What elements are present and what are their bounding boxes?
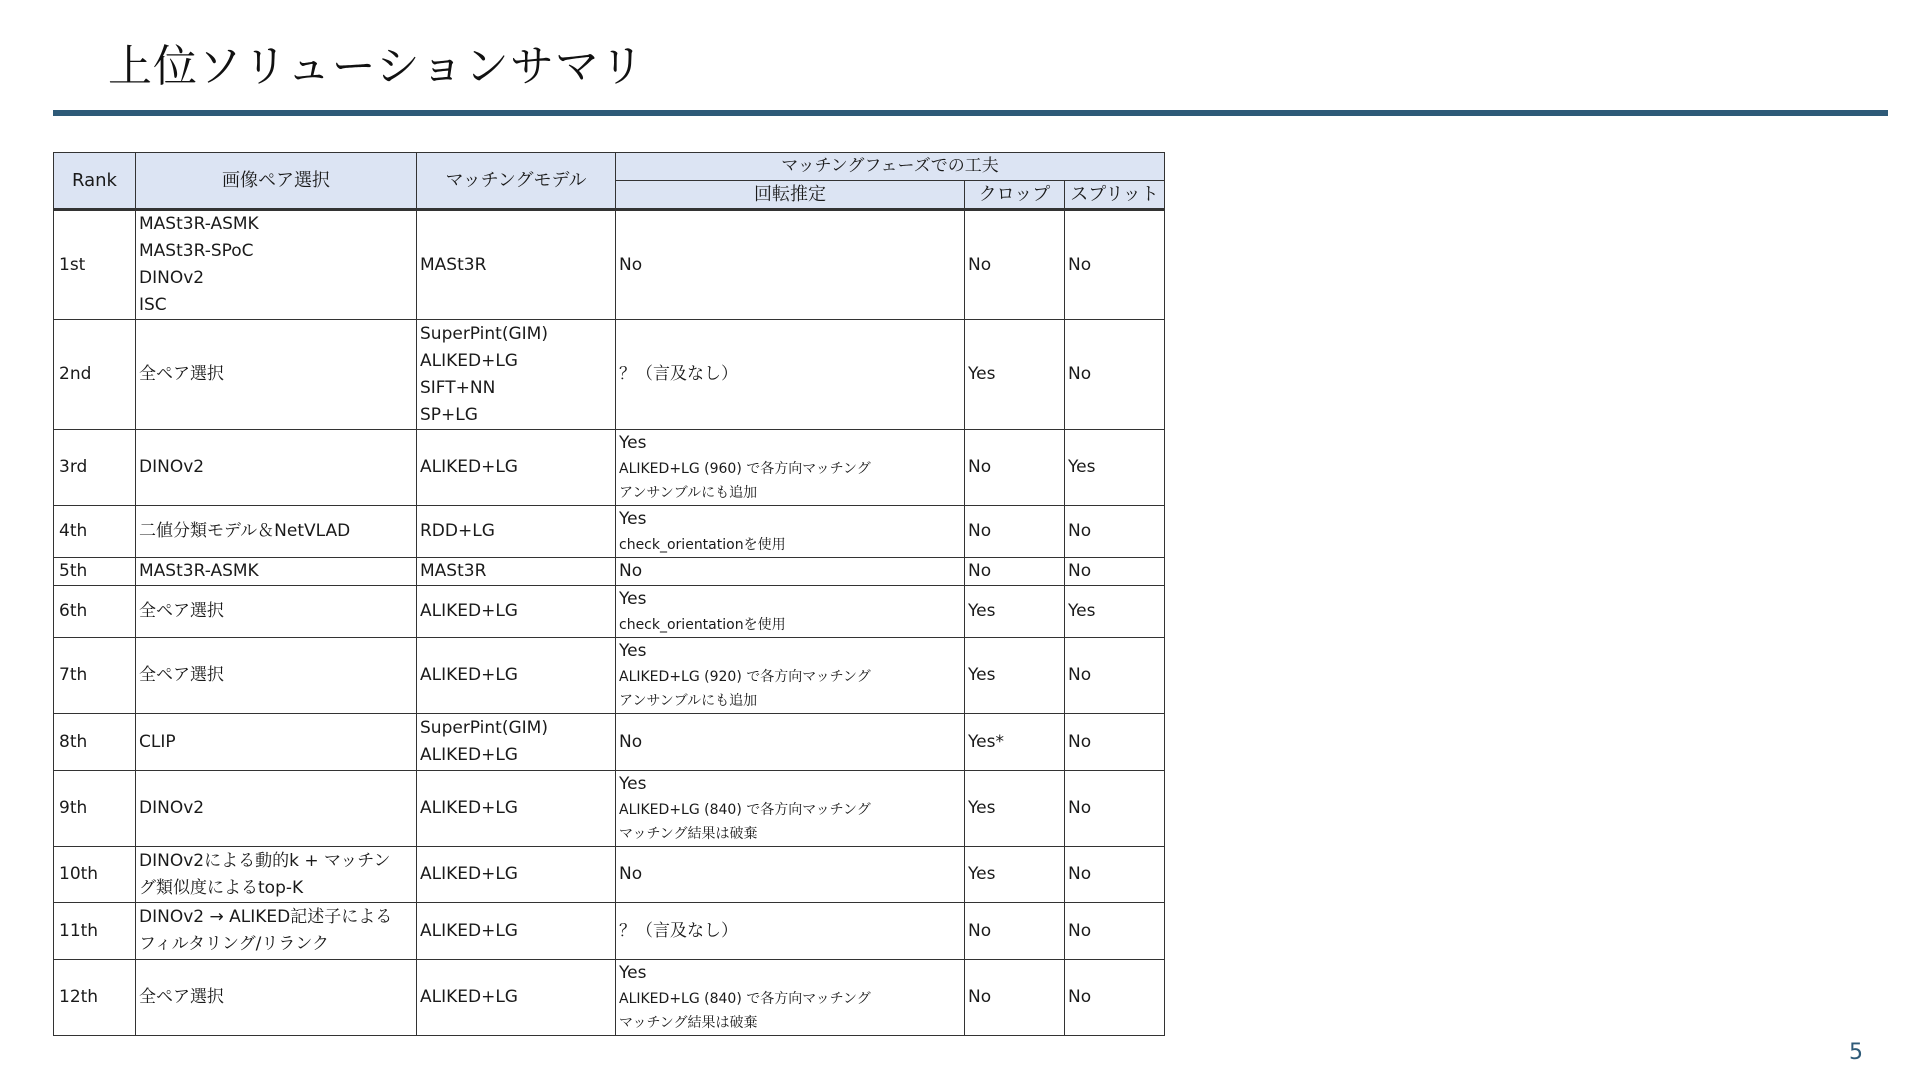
- rotation-cell: [616, 586, 965, 638]
- rotation-cell: [616, 320, 965, 430]
- pair-selection-cell: [136, 320, 417, 430]
- rank-label: 5th: [59, 561, 88, 581]
- rotation-cell: [616, 210, 965, 320]
- rotation-cell: [616, 714, 965, 771]
- rotation-note: ALIKED+LG (840) で各方向マッチング: [619, 802, 871, 818]
- matching-model-cell: [417, 960, 616, 1036]
- rotation-note: check_orientationを使用: [619, 537, 786, 553]
- title-divider: [53, 110, 1888, 116]
- table-row: [54, 430, 1165, 506]
- split-cell: No: [1065, 558, 1165, 586]
- crop-cell: No: [965, 506, 1065, 558]
- rotation-value: Yes: [619, 774, 647, 794]
- table-row: [54, 558, 1165, 586]
- pair-selection-cell: [136, 771, 417, 847]
- table-row: [54, 847, 1165, 903]
- rotation-note: マッチング結果は破棄: [619, 1015, 758, 1031]
- pair-selection-line: DINOv2 → ALIKED記述子による: [139, 907, 393, 927]
- rotation-note: ALIKED+LG (960) で各方向マッチング: [619, 461, 871, 477]
- matching-model-cell: [417, 771, 616, 847]
- pair-selection-line: MASt3R-ASMK: [139, 214, 259, 234]
- matching-model-cell: [417, 320, 616, 430]
- table-row: [54, 320, 1165, 430]
- rank-label: 2nd: [59, 364, 92, 384]
- crop-cell: Yes: [965, 847, 1065, 903]
- matching-model-cell: [417, 714, 616, 771]
- matching-model-cell: [417, 210, 616, 320]
- split-cell: No: [1065, 714, 1165, 771]
- rotation-value: No: [619, 731, 643, 752]
- rank-cell: [54, 506, 136, 558]
- matching-model-line: ALIKED+LG: [420, 745, 518, 765]
- pair-selection-cell: [136, 558, 417, 586]
- page-number: 5: [1849, 1040, 1863, 1065]
- summary-table-container: [53, 152, 1165, 1036]
- pair-selection-cell: [136, 210, 417, 320]
- rank-cell: [54, 960, 136, 1036]
- pair-selection-cell: [136, 430, 417, 506]
- crop-cell: Yes: [965, 320, 1065, 430]
- header-matching-phase: マッチングフェーズでの工夫: [616, 153, 1165, 181]
- table-row: [54, 960, 1165, 1036]
- crop-cell: No: [965, 430, 1065, 506]
- split-cell: Yes: [1065, 430, 1165, 506]
- rank-cell: [54, 847, 136, 903]
- rotation-value: Yes: [619, 509, 647, 529]
- matching-model-line: MASt3R: [420, 561, 487, 581]
- pair-selection-line: 全ペア選択: [139, 665, 224, 685]
- matching-model-cell: [417, 586, 616, 638]
- rank-label: 11th: [59, 920, 99, 941]
- table-row: [54, 586, 1165, 638]
- rotation-note: check_orientationを使用: [619, 617, 786, 633]
- matching-model-line: ALIKED+LG: [420, 665, 518, 685]
- pair-selection-cell: [136, 714, 417, 771]
- matching-model-cell: [417, 430, 616, 506]
- split-cell: No: [1065, 847, 1165, 903]
- rotation-cell: [616, 903, 965, 960]
- pair-selection-line: 全ペア選択: [139, 987, 224, 1007]
- rotation-value: Yes: [619, 433, 647, 453]
- crop-cell: Yes: [965, 771, 1065, 847]
- table-row: [54, 638, 1165, 714]
- pair-selection-cell: [136, 847, 417, 903]
- rotation-value: Yes: [619, 641, 647, 661]
- table-row: [54, 903, 1165, 960]
- rank-cell: [54, 586, 136, 638]
- rank-cell: [54, 903, 136, 960]
- pair-selection-line: グ類似度によるtop-K: [139, 877, 304, 898]
- matching-model-line: ALIKED+LG: [420, 864, 518, 884]
- matching-model-cell: [417, 558, 616, 586]
- matching-model-line: MASt3R: [420, 254, 487, 275]
- rank-label: 1st: [59, 254, 86, 275]
- split-cell: No: [1065, 210, 1165, 320]
- rank-label: 7th: [59, 665, 88, 685]
- matching-model-cell: [417, 638, 616, 714]
- matching-model-cell: [417, 506, 616, 558]
- pair-selection-cell: [136, 506, 417, 558]
- table-row: [54, 714, 1165, 771]
- pair-selection-cell: [136, 638, 417, 714]
- pair-selection-line: CLIP: [139, 731, 176, 752]
- rotation-value: Yes: [619, 963, 647, 983]
- rotation-cell: [616, 638, 965, 714]
- header-row-1: [54, 153, 1165, 181]
- rank-cell: [54, 320, 136, 430]
- rotation-cell: [616, 430, 965, 506]
- matching-model-cell: [417, 903, 616, 960]
- table-body: [54, 210, 1165, 1036]
- matching-model-line: SP+LG: [420, 404, 478, 425]
- header-split: スプリット: [1065, 181, 1165, 210]
- pair-selection-line: DINOv2: [139, 457, 205, 477]
- rank-cell: [54, 714, 136, 771]
- header-rank: Rank: [54, 153, 136, 210]
- matching-model-line: ALIKED+LG: [420, 798, 518, 818]
- rank-cell: [54, 771, 136, 847]
- crop-cell: Yes: [965, 638, 1065, 714]
- table-row: [54, 210, 1165, 320]
- rotation-note: マッチング結果は破棄: [619, 826, 758, 842]
- pair-selection-cell: [136, 903, 417, 960]
- matching-model-cell: [417, 847, 616, 903]
- header-pair-selection: 画像ペア選択: [136, 153, 417, 210]
- rotation-cell: [616, 960, 965, 1036]
- split-cell: No: [1065, 771, 1165, 847]
- pair-selection-line: 二値分類モデル＆NetVLAD: [139, 521, 351, 541]
- crop-cell: No: [965, 903, 1065, 960]
- table-row: [54, 771, 1165, 847]
- rotation-value: No: [619, 254, 643, 275]
- split-cell: No: [1065, 903, 1165, 960]
- matching-model-line: ALIKED+LG: [420, 601, 518, 621]
- matching-model-line: ALIKED+LG: [420, 457, 518, 477]
- rotation-value: Yes: [619, 589, 647, 609]
- matching-model-line: SuperPint(GIM): [420, 323, 548, 344]
- rotation-note: アンサンブルにも追加: [619, 485, 758, 501]
- rotation-cell: [616, 771, 965, 847]
- pair-selection-line: ISC: [139, 295, 167, 315]
- rank-label: 6th: [59, 601, 88, 621]
- pair-selection-line: フィルタリング/リランク: [139, 934, 330, 954]
- rank-label: 3rd: [59, 457, 88, 477]
- rank-label: 4th: [59, 521, 88, 541]
- rotation-value: No: [619, 561, 643, 581]
- header-rotation: 回転推定: [616, 181, 965, 210]
- rotation-cell: [616, 506, 965, 558]
- rank-cell: [54, 210, 136, 320]
- crop-cell: No: [965, 210, 1065, 320]
- rank-cell: [54, 638, 136, 714]
- rotation-value: No: [619, 864, 643, 884]
- split-cell: No: [1065, 320, 1165, 430]
- table-row: [54, 506, 1165, 558]
- matching-model-line: SIFT+NN: [420, 377, 496, 398]
- summary-table: [53, 152, 1165, 1036]
- rotation-note: ALIKED+LG (920) で各方向マッチング: [619, 669, 871, 685]
- rotation-value: ？（言及なし）: [619, 364, 738, 384]
- pair-selection-line: DINOv2: [139, 268, 205, 288]
- pair-selection-cell: [136, 586, 417, 638]
- crop-cell: No: [965, 558, 1065, 586]
- pair-selection-line: DINOv2による動的k + マッチン: [139, 850, 391, 871]
- pair-selection-line: MASt3R-ASMK: [139, 561, 259, 581]
- rank-cell: [54, 430, 136, 506]
- rotation-cell: [616, 558, 965, 586]
- pair-selection-line: 全ペア選択: [139, 364, 224, 384]
- split-cell: No: [1065, 638, 1165, 714]
- split-cell: No: [1065, 506, 1165, 558]
- crop-cell: Yes: [965, 586, 1065, 638]
- crop-cell: Yes*: [965, 714, 1065, 771]
- matching-model-line: ALIKED+LG: [420, 987, 518, 1007]
- header-matching-model: マッチングモデル: [417, 153, 616, 210]
- rank-label: 9th: [59, 798, 88, 818]
- pair-selection-cell: [136, 960, 417, 1036]
- rotation-note: ALIKED+LG (840) で各方向マッチング: [619, 991, 871, 1007]
- rank-label: 12th: [59, 987, 99, 1007]
- split-cell: No: [1065, 960, 1165, 1036]
- pair-selection-line: MASt3R-SPoC: [139, 241, 254, 261]
- rotation-note: アンサンブルにも追加: [619, 693, 758, 709]
- matching-model-line: SuperPint(GIM): [420, 718, 548, 738]
- crop-cell: No: [965, 960, 1065, 1036]
- header-crop: クロップ: [965, 181, 1065, 210]
- rank-cell: [54, 558, 136, 586]
- matching-model-line: RDD+LG: [420, 521, 495, 541]
- matching-model-line: ALIKED+LG: [420, 920, 518, 941]
- pair-selection-line: 全ペア選択: [139, 601, 224, 621]
- rank-label: 10th: [59, 864, 99, 884]
- pair-selection-line: DINOv2: [139, 798, 205, 818]
- split-cell: Yes: [1065, 586, 1165, 638]
- rank-label: 8th: [59, 731, 88, 752]
- slide-title: 上位ソリューションサマリ: [108, 41, 645, 92]
- rotation-value: ？（言及なし）: [619, 920, 738, 941]
- rotation-cell: [616, 847, 965, 903]
- matching-model-line: ALIKED+LG: [420, 350, 518, 371]
